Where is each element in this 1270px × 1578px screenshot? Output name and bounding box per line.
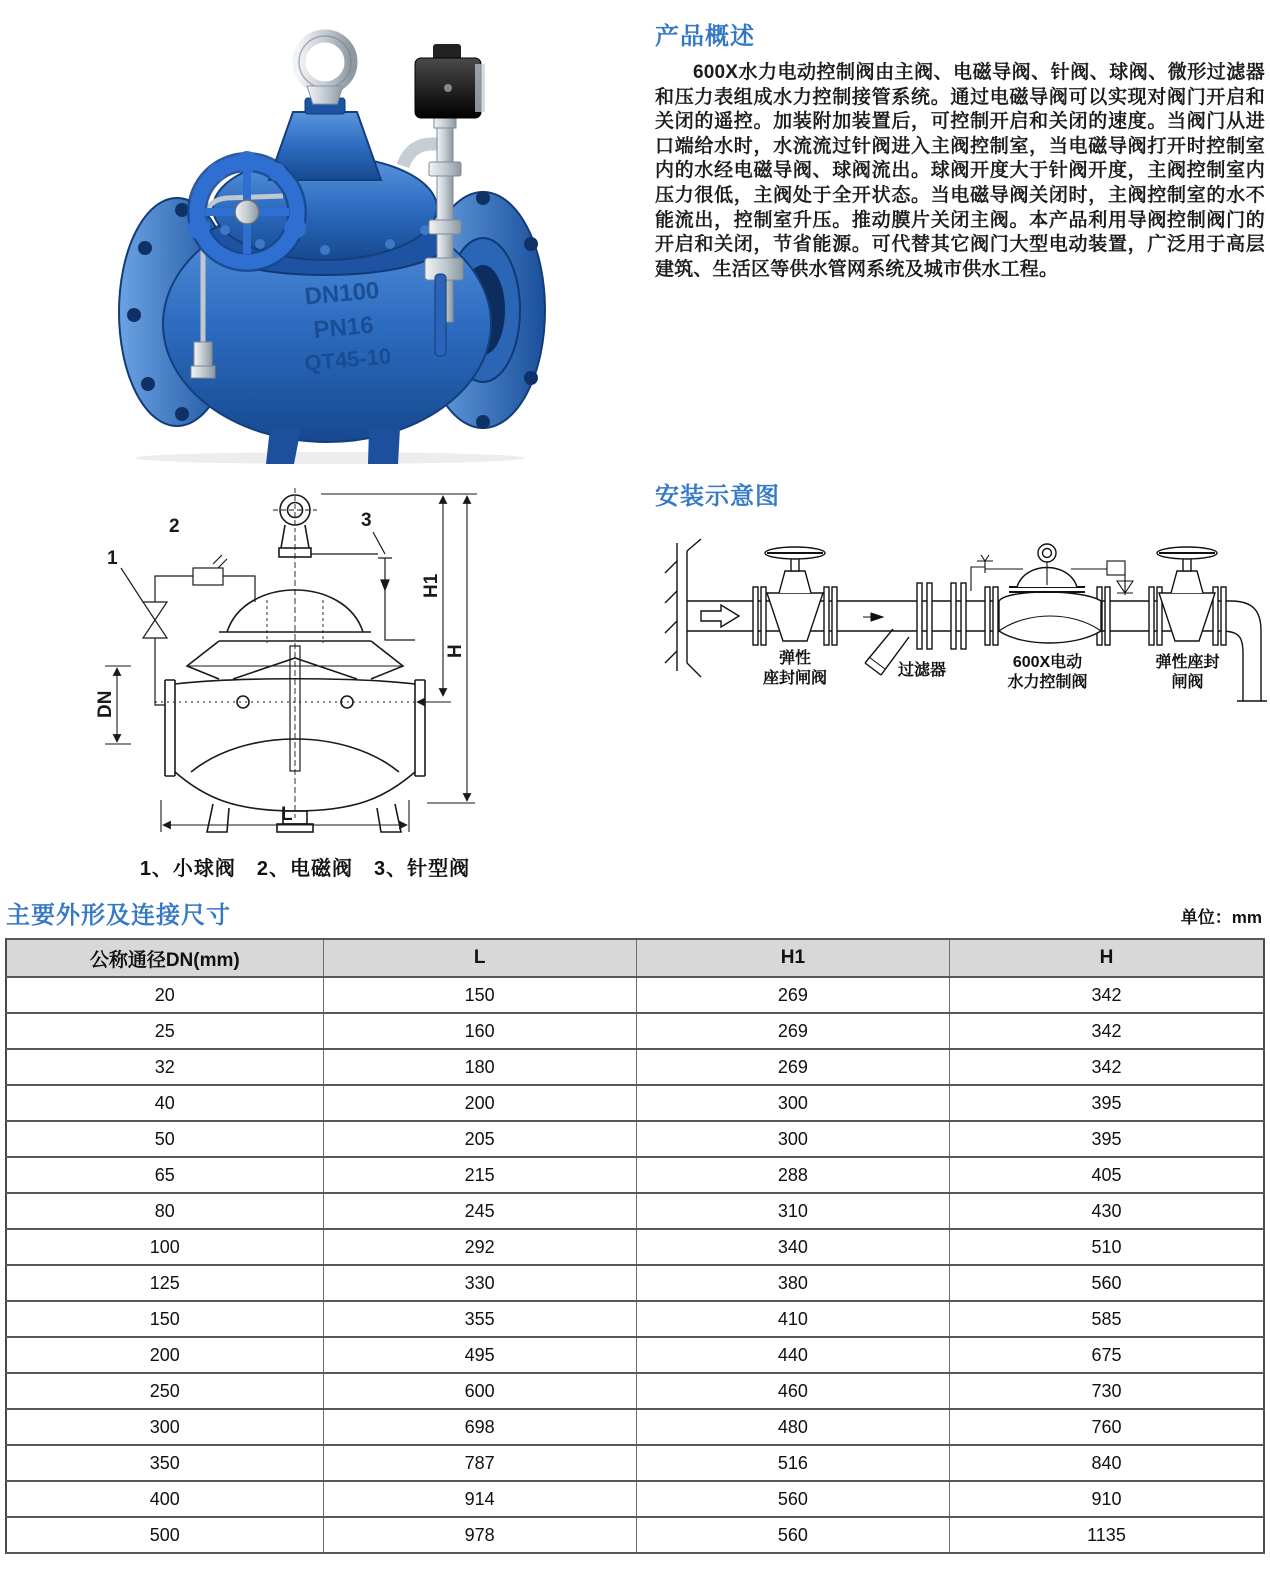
table-cell: 125 (6, 1265, 323, 1301)
table-cell: 840 (949, 1445, 1264, 1481)
dim-label-h1: H1 (421, 573, 442, 598)
table-cell: 50 (6, 1121, 323, 1157)
table-row (6, 1229, 1264, 1265)
table-row (6, 1373, 1264, 1409)
table-row (6, 1157, 1264, 1193)
part-label-1: 1 (107, 548, 118, 569)
table-cell: 560 (636, 1517, 949, 1553)
col-header-h1: H1 (636, 939, 949, 977)
dimension-drawing (95, 480, 515, 848)
table-cell: 300 (636, 1085, 949, 1121)
bonnet (203, 98, 447, 275)
table-cell: 310 (636, 1193, 949, 1229)
table-cell: 160 (323, 1013, 636, 1049)
overview-section (655, 16, 1265, 282)
table-cell: 330 (323, 1265, 636, 1301)
table-cell: 340 (636, 1229, 949, 1265)
table-cell: 495 (323, 1337, 636, 1373)
table-cell: 80 (6, 1193, 323, 1229)
table-row (6, 1481, 1264, 1517)
unit-note: 单位：mm (1180, 908, 1262, 927)
col-header-dn: 公称通径DN(mm) (6, 939, 323, 977)
part-label-3: 3 (361, 510, 372, 531)
col-header-h: H (949, 939, 1264, 977)
table-row (6, 1121, 1264, 1157)
table-cell: 355 (323, 1301, 636, 1337)
dimensions-table (5, 938, 1265, 1554)
table-cell: 205 (323, 1121, 636, 1157)
table-cell: 1135 (949, 1517, 1264, 1553)
table-cell: 32 (6, 1049, 323, 1085)
table-header-row (6, 939, 1264, 977)
gate-valve-left (765, 547, 825, 641)
table-row (6, 1445, 1264, 1481)
table-cell: 675 (949, 1337, 1264, 1373)
table-cell: 516 (636, 1445, 949, 1481)
table-cell: 150 (323, 977, 636, 1013)
part-label-2: 2 (169, 516, 180, 537)
solenoid-valve (415, 44, 485, 118)
table-row (6, 1409, 1264, 1445)
table-cell: 787 (323, 1445, 636, 1481)
table-cell: 245 (323, 1193, 636, 1229)
table-cell: 910 (949, 1481, 1264, 1517)
table-row (6, 1337, 1264, 1373)
table-cell: 560 (949, 1265, 1264, 1301)
label-strainer: 过滤器 (897, 662, 946, 679)
table-cell: 480 (636, 1409, 949, 1445)
table-cell: 65 (6, 1157, 323, 1193)
table-cell: 380 (636, 1265, 949, 1301)
table-cell: 560 (636, 1481, 949, 1517)
label-gate-valve-left: 弹性 座封闸阀 (762, 650, 827, 687)
marking-dn: DN100 (303, 277, 381, 311)
table-cell: 342 (949, 1049, 1264, 1085)
table-row (6, 1193, 1264, 1229)
installation-title: 安装示意图 (655, 483, 780, 510)
table-cell: 180 (323, 1049, 636, 1085)
overview-title: 产品概述 (655, 23, 755, 50)
label-gate-valve-right: 弹性座封 闸阀 (1155, 654, 1220, 691)
table-cell: 760 (949, 1409, 1264, 1445)
dimensions-table-body (6, 977, 1264, 1553)
table-cell: 300 (636, 1121, 949, 1157)
table-cell: 698 (323, 1409, 636, 1445)
table-cell: 914 (323, 1481, 636, 1517)
table-cell: 292 (323, 1229, 636, 1265)
table-cell: 269 (636, 1013, 949, 1049)
drawing-caption: 1、小球阀 2、电磁阀 3、针型阀 (139, 858, 471, 880)
table-cell: 460 (636, 1373, 949, 1409)
table-cell: 430 (949, 1193, 1264, 1229)
gate-valve-right (1157, 547, 1217, 641)
dim-label-h: H (445, 644, 466, 658)
table-cell: 20 (6, 977, 323, 1013)
table-cell: 40 (6, 1085, 323, 1121)
table-cell: 100 (6, 1229, 323, 1265)
table-cell: 405 (949, 1157, 1264, 1193)
lifting-eye (299, 36, 351, 104)
table-cell: 269 (636, 1049, 949, 1085)
overview-body: 600X水力电动控制阀由主阀、电磁导阀、针阀、球阀、微形过滤器和压力表组成水力控制接管系统。通过电磁导阀可以实现对阀门开启和关闭的遥控。加装附加装置后，可控制开启和关闭的速度。当阀门从进口端给水时，水流流过针阀进入主阀控制室，当电磁导阀打开时控制室内的水经电磁导阀、球阀流出。球阀开度大于针阀开度，主阀控制室内压力很低，主阀处于全开状态。当电磁导阀关闭时，主阀控制室的水不能流出，控制室升压。推动膜片关闭主阀。本产品利用导阀控制阀门的开启和关闭，节省能源。可代替其它阀门大型电动装置，广泛用于高层建筑、生活区等供水管网系统及城市供水工程。 (655, 62, 1265, 280)
table-cell: 510 (949, 1229, 1264, 1265)
table-cell: 342 (949, 1013, 1264, 1049)
table-cell: 250 (6, 1373, 323, 1409)
col-header-l: L (323, 939, 636, 977)
photo-shadow (135, 452, 525, 464)
table-cell: 410 (636, 1301, 949, 1337)
valve-photo (85, 12, 555, 464)
installation-diagram (655, 529, 1267, 744)
table-cell: 300 (6, 1409, 323, 1445)
marking-pn: PN16 (312, 311, 375, 344)
table-row (6, 1265, 1264, 1301)
table-cell: 342 (949, 977, 1264, 1013)
table-cell: 25 (6, 1013, 323, 1049)
table-cell: 978 (323, 1517, 636, 1553)
table-cell: 200 (323, 1085, 636, 1121)
table-row (6, 1049, 1264, 1085)
table-cell: 395 (949, 1085, 1264, 1121)
table-cell: 500 (6, 1517, 323, 1553)
dim-label-l: L (281, 804, 293, 825)
dimensions-title: 主要外形及连接尺寸 (6, 902, 231, 929)
table-cell: 585 (949, 1301, 1264, 1337)
table-cell: 730 (949, 1373, 1264, 1409)
table-row (6, 977, 1264, 1013)
table-cell: 440 (636, 1337, 949, 1373)
table-cell: 395 (949, 1121, 1264, 1157)
table-cell: 400 (6, 1481, 323, 1517)
marking-material: QT45-10 (303, 343, 393, 376)
table-cell: 288 (636, 1157, 949, 1193)
table-cell: 269 (636, 977, 949, 1013)
table-cell: 215 (323, 1157, 636, 1193)
installation-section (655, 476, 1267, 744)
table-cell: 600 (323, 1373, 636, 1409)
table-row (6, 1517, 1264, 1553)
table-cell: 200 (6, 1337, 323, 1373)
label-control-valve: 600X电动 水力控制阀 (1007, 654, 1088, 691)
table-row (6, 1013, 1264, 1049)
table-cell: 150 (6, 1301, 323, 1337)
dim-label-dn: DN (95, 690, 116, 718)
installation-drawing (655, 529, 1267, 744)
table-row (6, 1085, 1264, 1121)
table-row (6, 1301, 1264, 1337)
table-cell: 350 (6, 1445, 323, 1481)
